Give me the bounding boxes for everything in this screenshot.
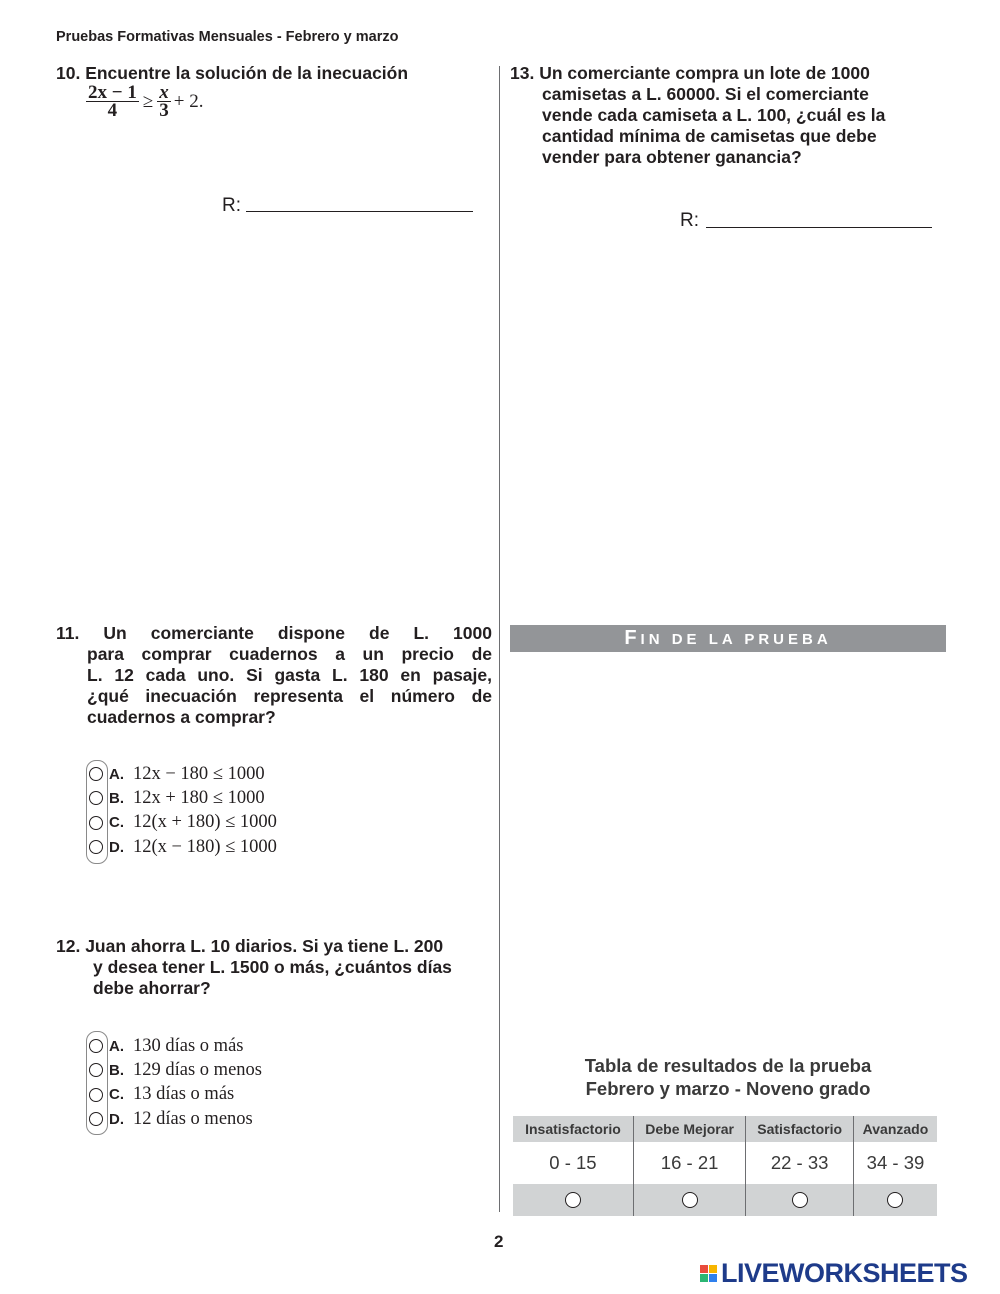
option-letter: C. [109, 814, 124, 832]
question-12-line-1: 12. Juan ahorra L. 10 diarios. Si ya tiene L. 200 [56, 936, 444, 956]
liveworksheets-watermark [700, 1258, 968, 1289]
results-title-line-1: Tabla de resultados de la prueba [584, 1055, 872, 1076]
question-11-line-1: 11. Un comerciante dispone de L. 1000 [56, 623, 492, 643]
question-10-inequality [86, 84, 203, 119]
radio-bubble[interactable] [89, 1039, 103, 1053]
q12-option-c[interactable] [86, 1083, 262, 1107]
option-letter: C. [109, 1086, 124, 1104]
question-13-line-5: vender para obtener ganancia? [542, 147, 802, 167]
fraction-right-numerator: x [159, 82, 169, 103]
radio-bubble-insatisfactorio[interactable] [565, 1192, 581, 1208]
question-11-line-3: L. 12 cada uno. Si gasta L. 180 en pasaje, [87, 665, 492, 685]
radio-bubble[interactable] [89, 791, 103, 805]
q11-option-b[interactable] [86, 786, 277, 810]
results-table-title [510, 1054, 946, 1100]
fraction-left [86, 84, 139, 119]
range-satisfactorio: 22 - 33 [746, 1142, 854, 1184]
option-text: 129 días o menos [133, 1059, 262, 1080]
option-text: 13 días o más [133, 1084, 235, 1105]
question-13-line-1: 13. Un comerciante compra un lote de 1000 [510, 63, 870, 83]
q12-option-b[interactable] [86, 1058, 262, 1082]
greater-equal-sign: ≥ [142, 90, 154, 112]
option-text: 12(x + 180) ≤ 1000 [133, 812, 277, 833]
range-insatisfactorio: 0 - 15 [513, 1142, 633, 1184]
question-12-line-3: debe ahorrar? [93, 978, 211, 998]
radio-bubble-debe-mejorar[interactable] [682, 1192, 698, 1208]
option-letter: D. [109, 1110, 124, 1128]
banner-rest: IN DE LA PRUEBA [640, 631, 832, 648]
q11-option-a[interactable] [86, 762, 277, 786]
cell-bubble-avanzado [853, 1184, 937, 1216]
fraction-left-denominator: 4 [107, 100, 118, 121]
option-text: 12x + 180 ≤ 1000 [133, 787, 265, 808]
q12-option-d[interactable] [86, 1107, 262, 1131]
question-13-line-3: vende cada camiseta a L. 100, ¿cuál es la [542, 105, 886, 125]
radio-bubble[interactable] [89, 840, 103, 854]
radio-bubble[interactable] [89, 816, 103, 830]
q11-options [86, 762, 277, 859]
question-10-text: 10. Encuentre la solución de la inecuación [56, 63, 409, 83]
logo-square-1 [700, 1265, 708, 1273]
option-text: 12(x − 180) ≤ 1000 [133, 836, 277, 857]
fraction-right [157, 84, 171, 119]
option-text: 12 días o menos [133, 1108, 253, 1129]
results-range-row [513, 1142, 937, 1184]
radio-bubble[interactable] [89, 1112, 103, 1126]
cell-bubble-debe-mejorar [633, 1184, 745, 1216]
results-bubble-row [513, 1184, 937, 1216]
answer-line-q13[interactable] [706, 227, 932, 228]
inequality-tail: + 2. [173, 90, 204, 112]
q11-option-c[interactable] [86, 811, 277, 835]
answer-line-q10[interactable] [246, 211, 473, 212]
brand-name: LIVEWORKSHEETS [721, 1258, 968, 1288]
page-header: Pruebas Formativas Mensuales - Febrero y marzo [56, 29, 399, 45]
question-13-text [510, 63, 950, 168]
option-text: 12x − 180 ≤ 1000 [133, 763, 265, 784]
q12-option-a[interactable] [86, 1034, 262, 1058]
radio-bubble-satisfactorio[interactable] [792, 1192, 808, 1208]
option-letter: B. [109, 1061, 124, 1079]
liveworksheets-logo-icon [700, 1265, 717, 1282]
fraction-left-numerator: 2x − 1 [88, 82, 137, 103]
radio-bubble-avanzado[interactable] [887, 1192, 903, 1208]
radio-bubble[interactable] [89, 1088, 103, 1102]
radio-bubble[interactable] [89, 1063, 103, 1077]
option-letter: D. [109, 838, 124, 856]
logo-square-3 [700, 1274, 708, 1282]
question-11-line-4: ¿qué inecuación representa el número de [87, 686, 492, 706]
q12-options [86, 1034, 262, 1131]
end-of-test-banner [510, 625, 946, 652]
cell-bubble-insatisfactorio [513, 1184, 633, 1216]
question-11-line-5: cuadernos a comprar? [87, 707, 276, 727]
option-letter: B. [109, 789, 124, 807]
range-debe-mejorar: 16 - 21 [633, 1142, 745, 1184]
cell-bubble-satisfactorio [746, 1184, 854, 1216]
option-letter: A. [109, 765, 124, 783]
question-12-text [56, 936, 496, 999]
logo-square-2 [709, 1265, 717, 1273]
column-divider [499, 66, 500, 1212]
question-12-line-2: y desea tener L. 1500 o más, ¿cuántos días [93, 957, 452, 977]
page-number: 2 [494, 1232, 504, 1251]
banner-initial: F [624, 627, 641, 649]
results-table [513, 1116, 937, 1216]
header-satisfactorio: Satisfactorio [746, 1116, 854, 1142]
question-11-line-2: para comprar cuadernos a un precio de [87, 644, 492, 664]
question-11-text [56, 623, 492, 728]
option-letter: A. [109, 1037, 124, 1055]
answer-label-q13: R: [680, 210, 699, 231]
radio-bubble[interactable] [89, 767, 103, 781]
range-avanzado: 34 - 39 [853, 1142, 937, 1184]
logo-square-4 [709, 1274, 717, 1282]
header-insatisfactorio: Insatisfactorio [513, 1116, 633, 1142]
header-avanzado: Avanzado [853, 1116, 937, 1142]
results-title-line-2: Febrero y marzo - Noveno grado [585, 1078, 871, 1099]
question-13-line-4: cantidad mínima de camisetas que debe [542, 126, 877, 146]
answer-label-q10: R: [222, 195, 241, 216]
q11-option-d[interactable] [86, 835, 277, 859]
option-text: 130 días o más [133, 1035, 244, 1056]
header-debe-mejorar: Debe Mejorar [633, 1116, 745, 1142]
fraction-right-denominator: 3 [159, 100, 169, 121]
question-13-line-2: camisetas a L. 60000. Si el comerciante [542, 84, 869, 104]
results-header-row [513, 1116, 937, 1142]
